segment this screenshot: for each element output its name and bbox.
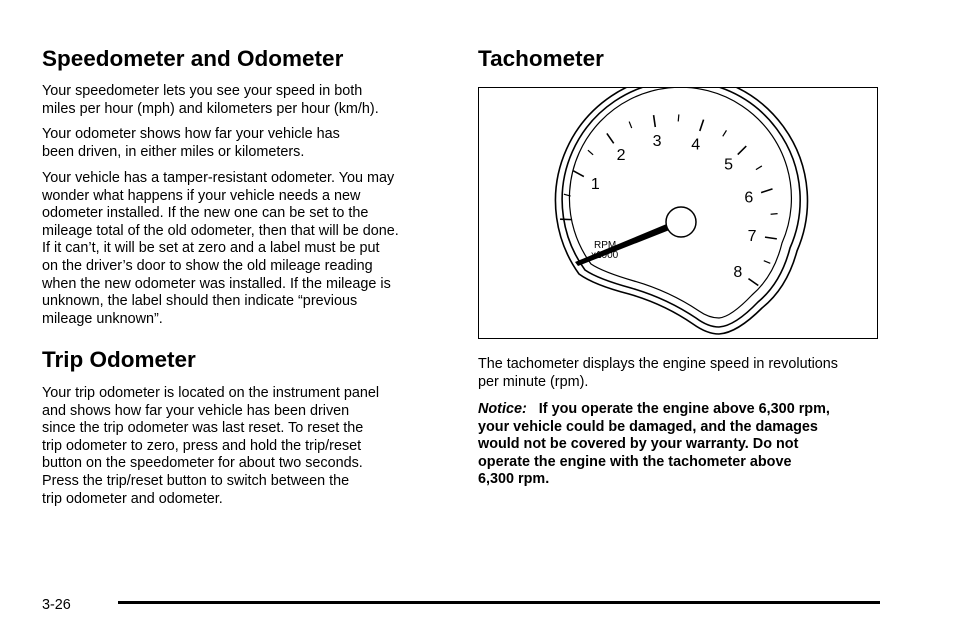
odometer-paragraph [42, 126, 340, 161]
text-line: and shows how far your vehicle has been driven [42, 402, 350, 419]
text-line: mileage unknown”. [42, 310, 163, 327]
gauge-number-8: 8 [733, 264, 743, 282]
gauge-minor-tick [771, 214, 778, 215]
trip-odometer-heading: Trip Odometer [42, 347, 196, 372]
text-line: miles per hour (mph) and kilometers per hour (km/h). [42, 100, 379, 117]
gauge-major-tick [748, 279, 758, 286]
text-line: operate the engine with the tachometer above [478, 453, 792, 470]
gauge-major-tick [738, 146, 747, 154]
gauge-number-1: 1 [590, 175, 600, 193]
gauge-needle [575, 223, 672, 266]
tachometer-heading: Tachometer [478, 46, 604, 71]
text-line: odometer installed. If the new one can be set to the [42, 205, 369, 222]
text-line: trip odometer and odometer. [42, 490, 223, 507]
gauge-number-7: 7 [747, 228, 757, 246]
text-line: mileage total of the old odometer, then that will be done. [42, 222, 399, 239]
gauge-major-tick [573, 171, 584, 177]
speedometer-paragraph-1 [42, 83, 379, 118]
page-number: 3-26 [42, 597, 71, 613]
gauge-minor-tick [764, 261, 771, 264]
tamper-odometer-paragraph [42, 170, 399, 328]
text-line: would not be covered by your warranty. Do not [478, 436, 799, 453]
text-line: Your odometer shows how far your vehicle has [42, 126, 340, 142]
text-line: button on the speedometer for about two seconds. [42, 455, 363, 472]
gauge-minor-tick [756, 166, 762, 170]
gauge-number-4: 4 [691, 136, 701, 154]
speedometer-heading: Speedometer and Odometer [42, 46, 344, 71]
gauge-face-edge [569, 88, 791, 318]
gauge-minor-tick [629, 122, 632, 129]
text-line: wonder what happens if your vehicle needs a new [42, 187, 361, 204]
trip-odometer-paragraph [42, 385, 379, 508]
text-line: unknown, the label should then indicate “previous [42, 293, 358, 310]
text-line: Your trip odometer is located on the instrument panel [42, 385, 380, 401]
gauge-hub [666, 207, 696, 237]
text-line: your vehicle could be damaged, and the damages [478, 418, 818, 435]
gauge-number-3: 3 [652, 132, 662, 150]
text-line: Press the trip/reset button to switch between the [42, 472, 350, 489]
notice-text: If you operate the engine above 6,300 rpm, [538, 401, 830, 417]
gauge-number-6: 6 [744, 189, 754, 207]
text-line: Your speedometer lets you see your speed in both [42, 83, 363, 99]
notice-paragraph [478, 401, 830, 489]
gauge-scale-label: x1000 [591, 250, 619, 261]
tachometer-gauge [479, 88, 879, 340]
gauge-major-tick [700, 120, 704, 131]
gauge-rpm-label: RPM [594, 240, 617, 251]
gauge-number-2: 2 [616, 146, 626, 164]
tachometer-illustration [478, 87, 878, 339]
notice-label: Notice: [478, 401, 527, 417]
text-line: since the trip odometer was last reset. To reset the [42, 420, 364, 437]
tachometer-description [478, 356, 838, 391]
text-line: when the new odometer was installed. If the mileage is [42, 275, 391, 292]
text-line: The tachometer displays the engine speed in revolutions [478, 356, 838, 372]
gauge-minor-tick [723, 130, 727, 136]
text-line: on the driver’s door to show the old mileage reading [42, 257, 373, 274]
text-line [478, 401, 830, 419]
text-line: Your vehicle has a tamper-resistant odometer. You may [42, 170, 395, 186]
gauge-major-tick [607, 133, 614, 143]
footer-rule [118, 601, 880, 604]
text-line: per minute (rpm). [478, 373, 589, 390]
text-line: trip odometer to zero, press and hold the trip/reset [42, 437, 362, 454]
gauge-number-5: 5 [724, 156, 733, 174]
gauge-major-tick [654, 115, 656, 127]
gauge-minor-tick [678, 114, 679, 121]
gauge-major-tick [761, 189, 772, 193]
gauge-major-tick [765, 237, 777, 239]
text-line: 6,300 rpm. [478, 471, 550, 488]
text-line: If it can’t, it will be set at zero and a label must be put [42, 240, 380, 257]
text-line: been driven, in either miles or kilometers. [42, 143, 305, 160]
gauge-minor-tick [588, 150, 593, 155]
